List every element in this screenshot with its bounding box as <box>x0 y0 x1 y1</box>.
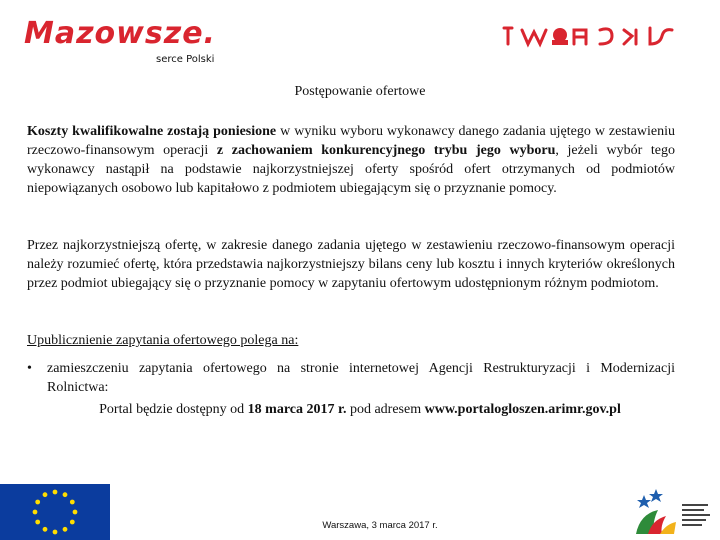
publication-bullet <box>27 359 675 397</box>
mazowsze-symbols-icon <box>500 22 700 52</box>
eu-flag-icon <box>0 484 110 540</box>
prow-logo-icon <box>630 484 716 538</box>
paragraph-best-offer: Przez najkorzystniejszą ofertę, w zakresie danego zadania ujętego w zestawieniu rzeczowo-finansowym operacji należy rozumieć ofertę, która przedstawia najkorzystniejszy bilans ceny lub kosztu i innych kryteriów określonych przez podmiot ubiegający się o przyznanie pomocy w zapytaniu ofertowym udostępnionym różnym podmiotom. <box>27 238 675 291</box>
publication-bullet-text: zamieszczeniu zapytania ofertowego na stronie internetowej Agencji Restrukturyzacji i Modernizacji Rolnictwa: <box>47 361 675 395</box>
brand-wordmark: Mazowsze. <box>24 16 216 51</box>
eligible-costs-lead: Koszty kwalifikowalne zostają poniesione <box>27 124 277 139</box>
footer-date: Warszawa, 3 marca 2017 r. <box>322 520 438 531</box>
page-title: Postępowanie ofertowe <box>294 84 426 99</box>
paragraph-eligible-costs <box>27 122 675 198</box>
publication-heading: Upublicznienie zapytania ofertowego polega na: <box>27 333 299 348</box>
eligible-costs-text-a: w wyniku wyboru wykonawcy danego zadania ujętego w zestawieniu rzeczowo-finansowym operacji <box>27 124 676 158</box>
portal-text-b: pod adresem <box>346 402 425 417</box>
mazowsze-logo <box>22 16 232 68</box>
portal-url: www.portalogloszen.arimr.gov.pl <box>424 402 621 417</box>
eligible-costs-text-b: , jeżeli wybór tego wykonawcy nastąpił na podstawie najkorzystniejszej oferty spośród ofert otrzymanych od podmiotów niepowiązanych osobowo lub kapitałowo z podmiotem ubiegającym się o przyznanie pomocy. <box>27 143 676 196</box>
portal-notice <box>0 402 720 418</box>
portal-text-a: Portal będzie dostępny od <box>99 402 248 417</box>
competitive-mode-bold: z zachowaniem konkurencyjnego trybu jego wyboru <box>216 143 556 158</box>
bullet-icon: • <box>27 361 32 376</box>
portal-date: 18 marca 2017 r. <box>247 402 347 417</box>
brand-tagline: serce Polski <box>156 54 215 65</box>
